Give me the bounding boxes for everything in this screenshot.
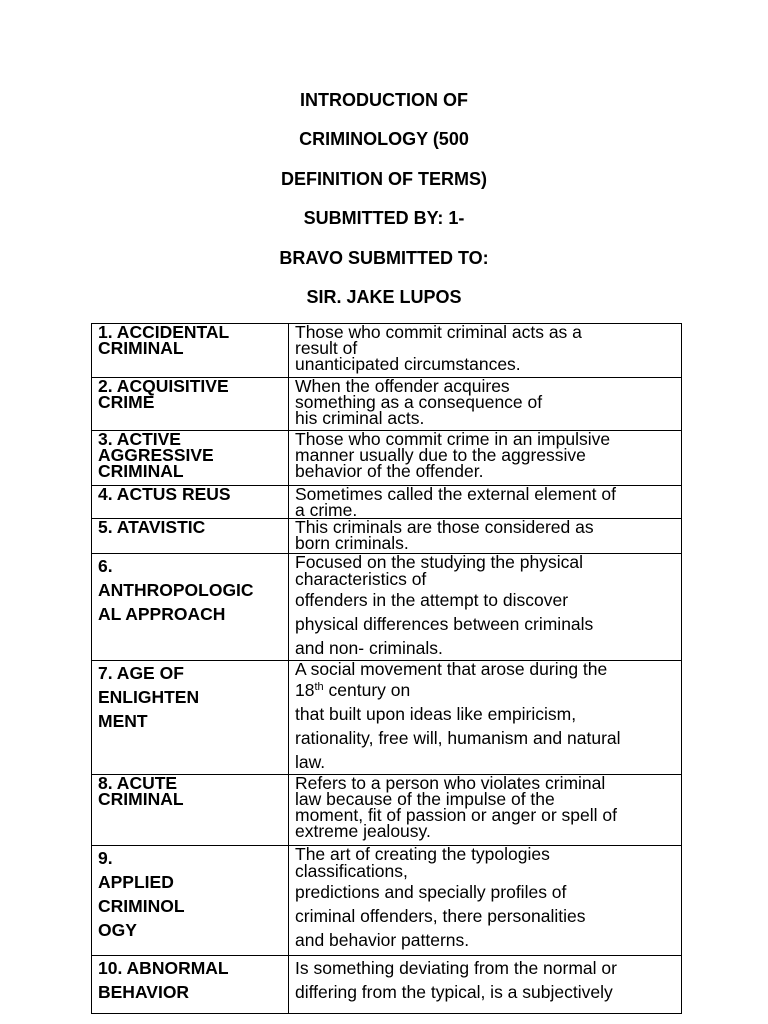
- definition-text: that built upon ideas like empiricism,: [295, 704, 577, 724]
- definition-cell: [289, 775, 682, 846]
- term-cell: [92, 324, 289, 378]
- term-cell: [92, 486, 289, 519]
- term-text: BEHAVIOR: [98, 982, 190, 1002]
- term-cell: [92, 775, 289, 846]
- table-row: [92, 431, 682, 486]
- term-cell: [92, 519, 289, 554]
- definition-text: criminal offenders, there personalities: [295, 906, 586, 926]
- definition-text: Focused on the studying the physical: [295, 553, 583, 572]
- definition-cell: [289, 661, 682, 775]
- term-text: 3. ACTIVE: [98, 430, 181, 449]
- definition-text: something as a consequence of: [295, 392, 543, 412]
- definition-text: Those who commit crime in an impulsive: [295, 430, 611, 449]
- definition-text: When the offender acquires: [295, 377, 510, 396]
- term-cell: [92, 378, 289, 431]
- term-text: 8. ACUTE: [98, 774, 178, 793]
- term-cell: [92, 554, 289, 661]
- definition-cell: [289, 519, 682, 554]
- definition-text: characteristics of: [295, 569, 427, 589]
- definition-text: physical differences between criminals: [295, 614, 594, 634]
- table-row: [92, 324, 682, 378]
- definition-text: 18: [295, 680, 315, 700]
- term-text: MENT: [98, 711, 148, 731]
- table-row: [92, 661, 682, 775]
- definition-text: classifications,: [295, 861, 408, 881]
- header-line: INTRODUCTION OF: [300, 90, 468, 110]
- definition-cell: [289, 378, 682, 431]
- term-text: 2. ACQUISITIVE: [98, 377, 229, 396]
- definition-text: result of: [295, 338, 358, 358]
- term-text: CRIMINOL: [98, 896, 185, 916]
- term-cell: [92, 661, 289, 775]
- term-cell: [92, 956, 289, 1014]
- definition-text: This criminals are those considered as: [295, 518, 594, 537]
- definition-text: A social movement that arose during the: [295, 660, 608, 679]
- term-text: ANTHROPOLOGIC: [98, 580, 254, 600]
- definition-text: rationality, free will, humanism and natural: [295, 728, 621, 748]
- table-row: [92, 554, 682, 661]
- table-row: [92, 846, 682, 956]
- term-text: AL APPROACH: [98, 604, 226, 624]
- table-row: [92, 486, 682, 519]
- terms-table: [91, 323, 682, 1014]
- header-line: SUBMITTED BY: 1-: [303, 208, 465, 228]
- definition-text: Refers to a person who violates criminal: [295, 774, 606, 793]
- definition-cell: [289, 846, 682, 956]
- term-text: APPLIED: [98, 872, 174, 892]
- definition-text: century on: [323, 680, 411, 700]
- term-text: 6.: [98, 556, 113, 576]
- superscript-text: th: [314, 681, 324, 693]
- definition-text: manner usually due to the aggressive: [295, 445, 586, 465]
- definition-text: law because of the impulse of the: [295, 789, 555, 809]
- definition-text: born criminals.: [295, 533, 409, 553]
- term-text: 1. ACCIDENTAL: [98, 323, 230, 342]
- term-text: ENLIGHTEN: [98, 687, 200, 707]
- definition-text: The art of creating the typologies: [295, 845, 550, 864]
- definition-text-with-superscript: [295, 678, 681, 702]
- definition-text: his criminal acts.: [295, 408, 425, 428]
- definition-text: Sometimes called the external element of: [295, 485, 616, 504]
- definition-text: Those who commit criminal acts as a: [295, 323, 582, 342]
- definition-text: law.: [295, 752, 326, 772]
- term-text: 9.: [98, 848, 113, 868]
- term-text: CRIMINAL: [98, 338, 184, 358]
- definition-text: moment, fit of passion or anger or spell of: [295, 805, 617, 825]
- definition-text: Is something deviating from the normal or: [295, 958, 617, 978]
- definition-text: a crime.: [295, 500, 358, 519]
- term-text: 10. ABNORMAL: [98, 958, 229, 978]
- definition-text: extreme jealousy.: [295, 821, 431, 841]
- table-row: [92, 956, 682, 1014]
- header-line: DEFINITION OF TERMS): [281, 169, 487, 189]
- definition-text: predictions and specially profiles of: [295, 882, 567, 902]
- term-text: 7. AGE OF: [98, 663, 184, 683]
- term-text: AGGRESSIVE: [98, 445, 214, 465]
- table-row: [92, 775, 682, 846]
- definition-cell: [289, 486, 682, 519]
- header-line: CRIMINOLOGY (500: [299, 129, 469, 149]
- header-line: BRAVO SUBMITTED TO:: [279, 248, 489, 268]
- term-text: OGY: [98, 920, 137, 940]
- definition-cell: [289, 554, 682, 661]
- definition-text: unanticipated circumstances.: [295, 354, 521, 374]
- term-text: 4. ACTUS REUS: [98, 485, 231, 504]
- term-cell: [92, 846, 289, 956]
- definition-text: offenders in the attempt to discover: [295, 590, 569, 610]
- term-text: CRIME: [98, 392, 155, 412]
- term-cell: [92, 431, 289, 486]
- definition-text: behavior of the offender.: [295, 461, 484, 481]
- term-text: 5. ATAVISTIC: [98, 518, 206, 537]
- definition-text: and behavior patterns.: [295, 930, 470, 950]
- term-text: CRIMINAL: [98, 461, 184, 481]
- definition-cell: [289, 431, 682, 486]
- header-line: SIR. JAKE LUPOS: [306, 287, 462, 307]
- table-row: [92, 378, 682, 431]
- definition-cell: [289, 324, 682, 378]
- table-row: [92, 519, 682, 554]
- definition-cell: [289, 956, 682, 1014]
- definition-text: differing from the typical, is a subjectively: [295, 982, 613, 1002]
- definition-text: and non- criminals.: [295, 638, 443, 658]
- term-text: CRIMINAL: [98, 789, 184, 809]
